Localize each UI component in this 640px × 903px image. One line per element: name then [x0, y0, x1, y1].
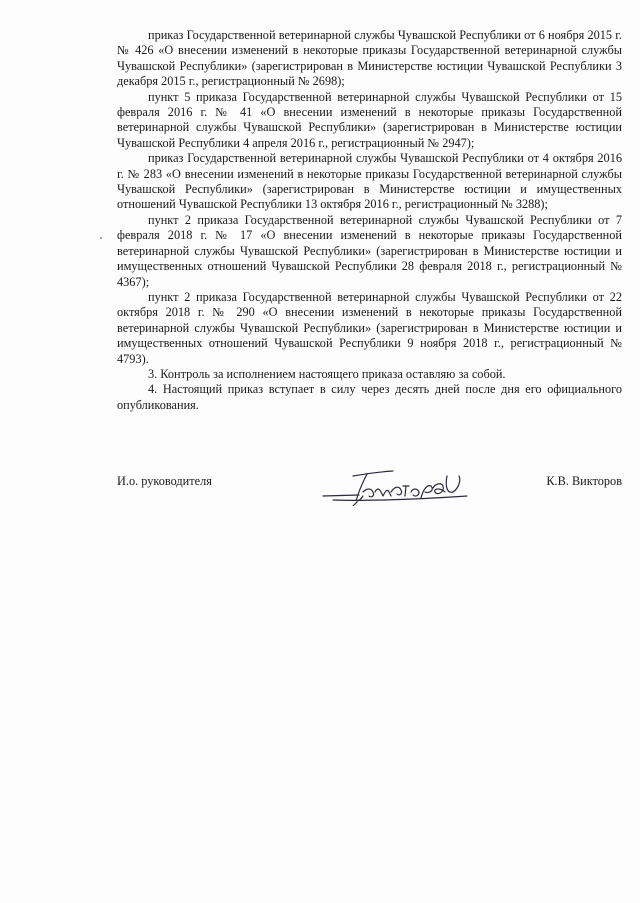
- signatory-title: И.о. руководителя: [117, 474, 212, 488]
- signature-block: [117, 466, 622, 506]
- handwritten-signature: [319, 462, 479, 506]
- signatory-name: К.В. Викторов: [546, 474, 622, 488]
- paragraph-order-41: пункт 5 приказа Государственной ветеринарной службы Чувашской Республики от 15 февраля 2016 г. № 41 «О внесении изменений в некоторые приказы Государственной ветеринарной службы Чувашской Республики» (зарегистрирован в Министерстве юстиции Чувашской Республики 4 апреля 2016 г., регистрационный № 2947);: [117, 89, 622, 150]
- paragraph-control: 3. Контроль за исполнением настоящего приказа оставляю за собой.: [148, 366, 506, 381]
- paragraph-order-426: приказ Государственной ветеринарной службы Чувашской Республики от 6 ноября 2015 г. № 426 «О внесении изменений в некоторые приказы Государственной ветеринарной службы Чувашской Республики» (зарегистрирован в Министерстве юстиции Чувашской Республики 3 декабря 2015 г., регистрационный № 2698);: [117, 28, 622, 89]
- paragraph-effective-date: 4. Настоящий приказ вступает в силу через десять дней после дня его официального опубликования.: [117, 382, 622, 412]
- paragraph-order-283: приказ Государственной ветеринарной службы Чувашской Республики от 4 октября 2016 г. № 283 «О внесении изменений в некоторые приказы Государственной ветеринарной службы Чувашской Республики» (зарегистрирован в Министерстве юстиции и имущественных отношений Чувашской Республики 13 октября 2016 г., регистрационный № 3288);: [117, 151, 622, 212]
- document-body: [117, 28, 622, 413]
- paragraph-order-17: пункт 2 приказа Государственной ветеринарной службы Чувашской Республики от 7 февраля 2018 г. № 17 «О внесении изменений в некоторые приказы Государственной ветеринарной службы Чувашской Республики» (зарегистрирован в Министерстве юстиции и имущественных отношений Чувашской Республики 28 февраля 2018 г., регистрационный № 4367);: [117, 212, 622, 289]
- scan-artifact: [100, 237, 102, 239]
- paragraph-order-290: пункт 2 приказа Государственной ветеринарной службы Чувашской Республики от 22 октября 2018 г. № 290 «О внесении изменений в некоторые приказы Государственной ветеринарной службы Чувашской Республики» (зарегистрирован в Министерстве юстиции и имущественных отношений Чувашской Республики 9 ноября 2018 г., регистрационный № 4793).: [117, 289, 622, 366]
